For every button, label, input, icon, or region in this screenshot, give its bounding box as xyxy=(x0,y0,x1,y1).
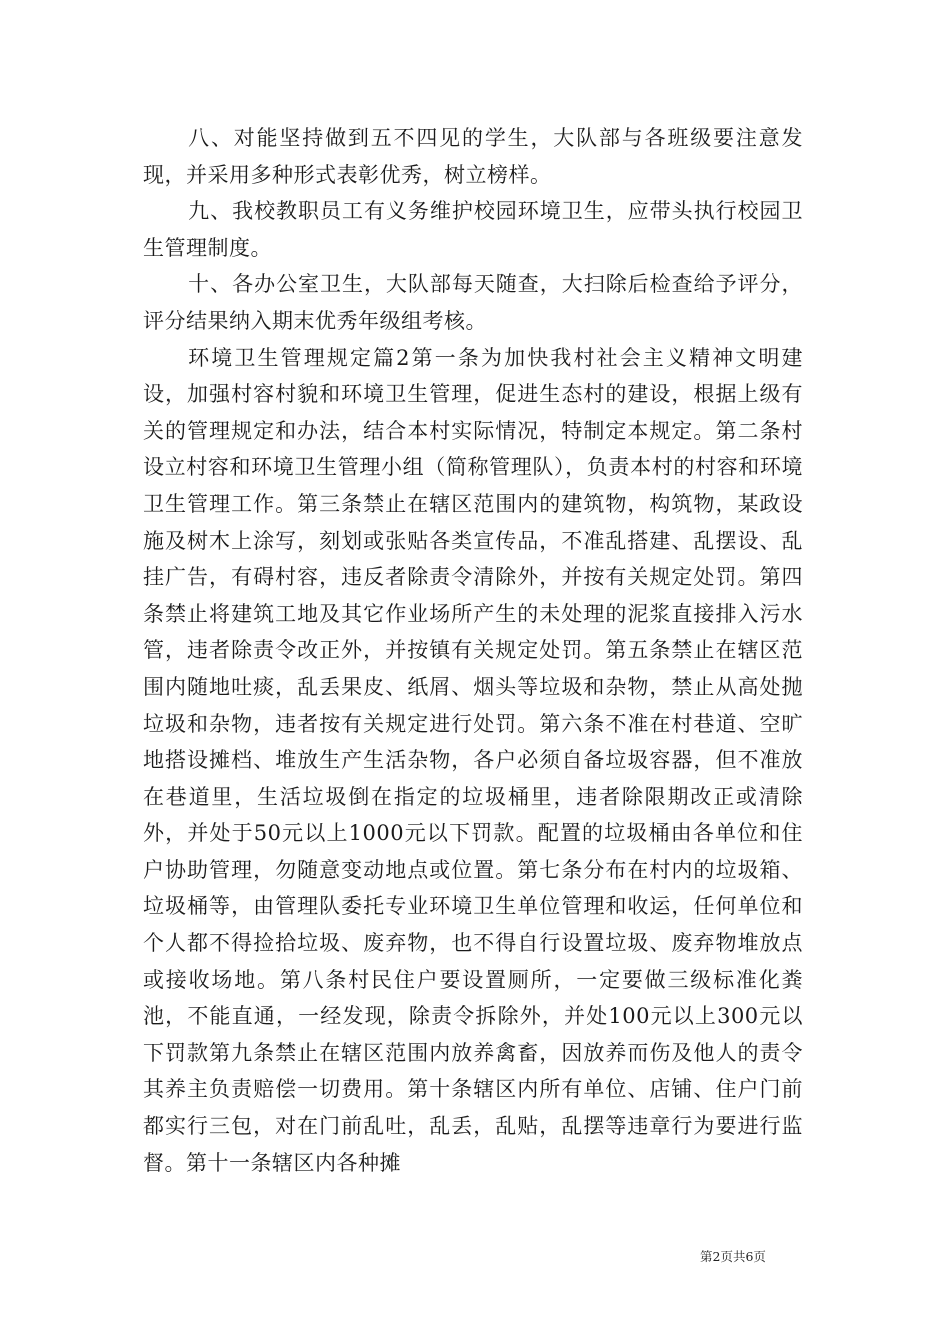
paragraph-item-8: 八、对能坚持做到五不四见的学生，大队部与各班级要注意发现，并采用多种形式表彰优秀，树立榜样。 xyxy=(143,126,803,187)
document-body xyxy=(143,120,803,1181)
paragraph-item-9: 九、我校教职员工有义务维护校园环境卫生，应带头执行校园卫生管理制度。 xyxy=(143,199,803,260)
paragraph-regulation-article-2: 环境卫生管理规定篇2第一条为加快我村社会主义精神文明建设，加强村容村貌和环境卫生管理，促进生态村的建设，根据上级有关的管理规定和办法，结合本村实际情况，特制定本规定。第二条村设立村容和环境卫生管理小组（简称管理队），负责本村的村容和环境卫生管理工作。第三条禁止在辖区范围内的建筑物，构筑物，某政设施及树木上涂写，刻划或张贴各类宣传品，不准乱搭建、乱摆设、乱挂广告，有碍村容，违反者除责令清除外，并按有关规定处罚。第四条禁止将建筑工地及其它作业场所产生的未处理的泥浆直接排入污水管，违者除责令改正外，并按镇有关规定处罚。第五条禁止在辖区范围内随地吐痰，乱丢果皮、纸屑、烟头等垃圾和杂物，禁止从高处抛垃圾和杂物，违者按有关规定进行处罚。第六条不准在村巷道、空旷地搭设摊档、堆放生产生活杂物，各户必须自备垃圾容器，但不准放在巷道里，生活垃圾倒在指定的垃圾桶里，违者除限期改正或清除外，并处于50元以上1000元以下罚款。配置的垃圾桶由各单位和住户协助管理，勿随意变动地点或位置。第七条分布在村内的垃圾箱、垃圾桶等，由管理队委托专业环境卫生单位管理和收运，任何单位和个人都不得捡拾垃圾、废弃物，也不得自行设置垃圾、废弃物堆放点或接收场地。第八条村民住户要设置厕所，一定要做三级标准化粪池，不能直通，一经发现，除责令拆除外，并处100元以上300元以下罚款第九条禁止在辖区范围内放养禽畜，因放养而伤及他人的责令其养主负责赔偿一切费用。第十条辖区内所有单位、店铺、住户门前都实行三包，对在门前乱吐，乱丢，乱贴，乱摆等违章行为要进行监督。第十一条辖区内各种摊 xyxy=(143,345,803,1175)
page-number-footer: 第2页共6页 xyxy=(700,1249,766,1264)
paragraph-item-10: 十、各办公室卫生，大队部每天随查，大扫除后检查给予评分，评分结果纳入期末优秀年级组考核。 xyxy=(143,272,803,333)
